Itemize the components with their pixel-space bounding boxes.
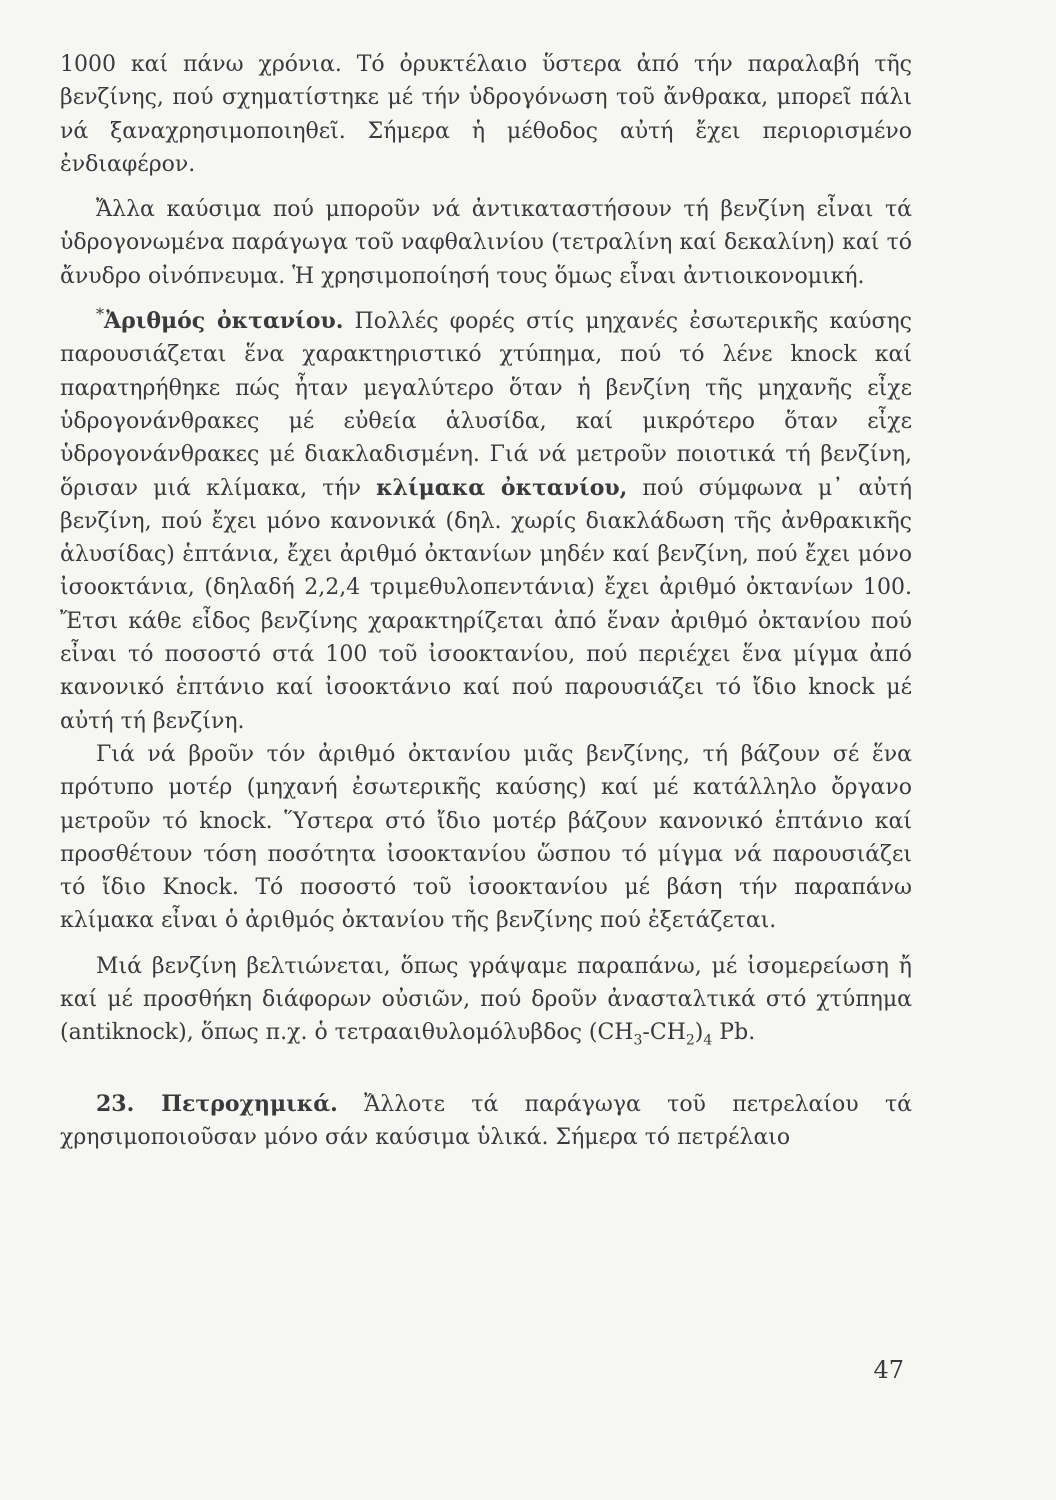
octane-text-part1: Πολλές φορές στίς μηχανές ἐσωτερικῆς καύσης παρουσιάζεται ἕνα χαρακτηριστικό χτύπημα, πού τό λένε knock καί παρατηρήθηκε πώς ἦταν μεγαλύτερο ὅταν ἡ βενζίνη τῆς μηχανῆς εἶχε ὑδρογονάνθρακες μέ εὐθεία ἁλυσίδα, καί μικρότερο ὅταν εἶχε ὑδρογονάνθρακες μέ διακλαδισμένη. Γιά νά μετροῦν ποιοτικά τή βενζίνη, ὅρισαν μιά κλίμακα, τήν	[60, 309, 912, 501]
paragraph-antiknock	[60, 950, 912, 1050]
chemical-formula: $(CH_3-CH_2)_4$ Pb.	[588, 1020, 756, 1049]
page-body	[60, 48, 912, 1154]
paragraph-measuring-octane: Γιά νά βροῦν τόν ἀριθμό ὀκτανίου μιᾶς βενζίνης, τή βάζουν σέ ἕνα πρότυπο μοτέρ (μηχανή ἐσωτερικῆς καύσης) καί μέ κατάλληλο ὄργανο μετροῦν τό knock. Ὕστερα στό ἴδιο μοτέρ βάζουν κανονικό ἑπτάνιο καί προσθέτουν τόση ποσότητα ἰσοοκτανίου ὥσπου τό μίγμα νά παρουσιάζει τό ἴδιο Knock. Τό ποσοστό τοῦ ἰσοοκτανίου μέ βάση τήν παραπάνω κλίμακα εἶναι ὁ ἀριθμός ὀκτανίου τῆς βενζίνης πού ἐξετάζεται.	[60, 741, 912, 934]
paragraph-octane-number	[60, 305, 912, 738]
antiknock-text: Μιά βενζίνη βελτιώνεται, ὅπως γράψαμε παραπάνω, μέ ἰσομερείωση ἤ καί μέ προσθήκη διάφορων οὐσιῶν, πού δροῦν ἀνασταλτικά στό χτύπημα (antiknock), ὅπως π.χ. ὁ τετρααιθυλομόλυβδος	[60, 953, 912, 1046]
section-heading-octane: Ἀριθμός ὀκτανίου.	[104, 308, 344, 335]
section-heading-petrochemicals: 23. Πετροχημικά.	[96, 1090, 338, 1117]
petrochemicals-text: Ἄλλοτε τά παράγωγα τοῦ πετρελαίου τά χρησιμοποιοῦσαν μόνο σάν καύσιμα ὑλικά. Σήμερα τό πετρέλαιο	[60, 1091, 912, 1150]
footnote-asterisk: *	[96, 304, 104, 324]
paragraph-continuation: 1000 καί πάνω χρόνια. Τό ὀρυκτέλαιο ὕστερα ἀπό τήν παραλαβή τῆς βενζίνης, πού σχηματίστηκε μέ τήν ὑδρογόνωση τοῦ ἄνθρακα, μπορεῖ πάλι νά ξαναχρησιμοποιηθεῖ. Σήμερα ἡ μέθοδος αὐτή ἔχει περιορισμένο ἐνδιαφέρον.	[60, 52, 912, 177]
octane-scale-term: κλίμακα ὀκτανίου,	[376, 474, 628, 501]
page-number: 47	[873, 1356, 904, 1384]
paragraph-alternative-fuels: Ἄλλα καύσιμα πού μποροῦν νά ἀντικαταστήσουν τή βενζίνη εἶναι τά ὑδρογονωμένα παράγωγα τοῦ ναφθαλινίου (τετραλίνη καί δεκαλίνη) καί τό ἄνυδρο οἰνόπνευμα. Ἡ χρησιμοποίησή τους ὅμως εἶναι ἀντιοικονομική.	[60, 197, 912, 289]
octane-text-part2: πού σύμφωνα μ᾿ αὐτή βενζίνη, πού ἔχει μόνο κανονικά (δηλ. χωρίς διακλάδωση τῆς ἀνθρακικῆς ἁλυσίδας) ἑπτάνια, ἔχει ἀριθμό ὀκτανίων μηδέν καί βενζίνη, πού ἔχει μόνο ἰσοοκτάνια, (δηλαδή 2,2,4 τριμεθυλοπεντάνια) ἔχει ἀριθμό ὀκτανίων 100. Ἔτσι κάθε εἶδος βενζίνης χαρακτηρίζεται ἀπό ἕναν ἀριθμό ὀκτανίου πού εἶναι τό ποσοστό στά 100 τοῦ ἰσοοκτανίου, πού περιέχει ἕνα μίγμα ἀπό κανονικό ἑπτάνιο καί ἰσοοκτάνιο καί πού παρουσιάζει τό ἴδιο knock μέ αὐτή τή βενζίνη.	[60, 475, 912, 734]
paragraph-petrochemicals	[60, 1088, 912, 1155]
